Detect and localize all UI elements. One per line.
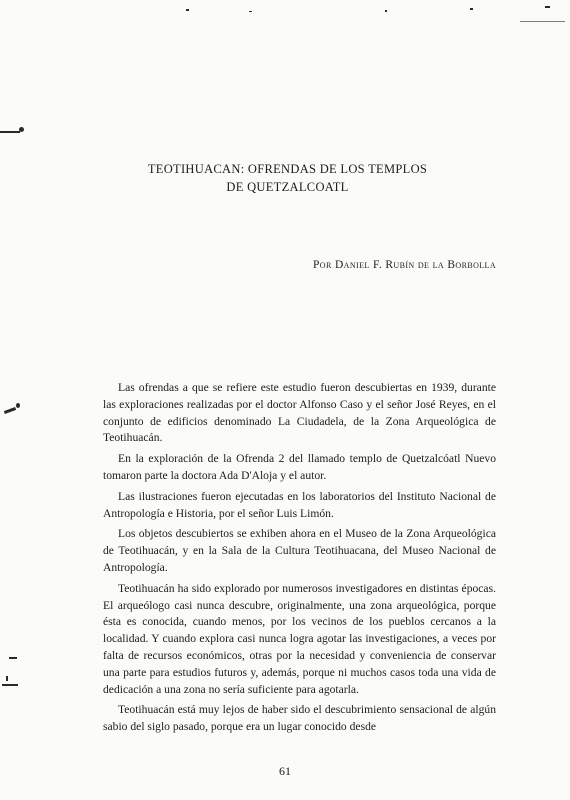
article-title-line: TEOTIHUACAN: OFRENDAS DE LOS TEMPLOS: [147, 162, 428, 176]
scan-speck: [186, 9, 189, 11]
article-title: [120, 160, 455, 196]
scan-speck: [385, 10, 387, 12]
scan-speck: [4, 407, 16, 414]
author-byline: Por Daniel F. Rubín de la Borbolla: [312, 259, 496, 271]
body-paragraph: Las ofrendas a que se refiere este estudio fueron descubiertas en 1939, durante las exploraciones realizadas por el doctor Alfonso Caso y el señor José Reyes, en el conjunto de edificios denominado La Ciudadela, de la Zona Arqueológica de Teotihuacán.: [103, 381, 496, 445]
scan-speck: [19, 127, 24, 132]
article-title-line: DE QUETZALCOATL: [226, 180, 349, 194]
body-paragraph: Teotihuacán ha sido explorado por numerosos investigadores en distintas épocas. El arqueólogo casi nunca descubre, originalmente, una zona arqueológica, porque ésta es conocida, cuando menos, por los vecinos de los pueblos cercanos a la localidad. Y cuando explora casi nunca logra agotar las investigaciones, a veces por falta de recursos económicos, otras por la necesidad y conveniencia de conservar una parte para estudios futuros y, además, porque ni muchos casos toda una vida de dedicación a una zona no sería suficiente para agotarla.: [103, 581, 496, 696]
scan-speck: [2, 684, 18, 686]
scan-speck: [16, 403, 20, 408]
body-paragraph: Teotihuacán está muy lejos de haber sido el descubrimiento sensacional de algún sabio del siglo pasado, porque era un lugar conocido desde: [103, 703, 496, 734]
scan-speck: [249, 11, 252, 12]
body-paragraph: Los objetos descubiertos se exhiben ahora en el Museo de la Zona Arqueológica de Teotihuacán, y en la Sala de la Cultura Teotihuacana, del Museo Nacional de Antropología.: [103, 527, 496, 574]
scan-speck: [9, 657, 17, 659]
scan-speck: [520, 21, 565, 22]
page-number: 61: [279, 764, 291, 778]
body-paragraph: Las ilustraciones fueron ejecutadas en los laboratorios del Instituto Nacional de Antropología e Historia, por el señor Luis Limón.: [103, 489, 496, 520]
scan-speck: [470, 8, 473, 10]
scan-speck: [0, 131, 20, 133]
body-paragraph: En la exploración de la Ofrenda 2 del llamado templo de Quetzalcóatl Nuevo tomaron parte la doctora Ada D'Aloja y el autor.: [103, 452, 496, 482]
article-body: [103, 380, 496, 740]
scan-speck: [545, 6, 550, 8]
scan-speck: [6, 676, 8, 681]
